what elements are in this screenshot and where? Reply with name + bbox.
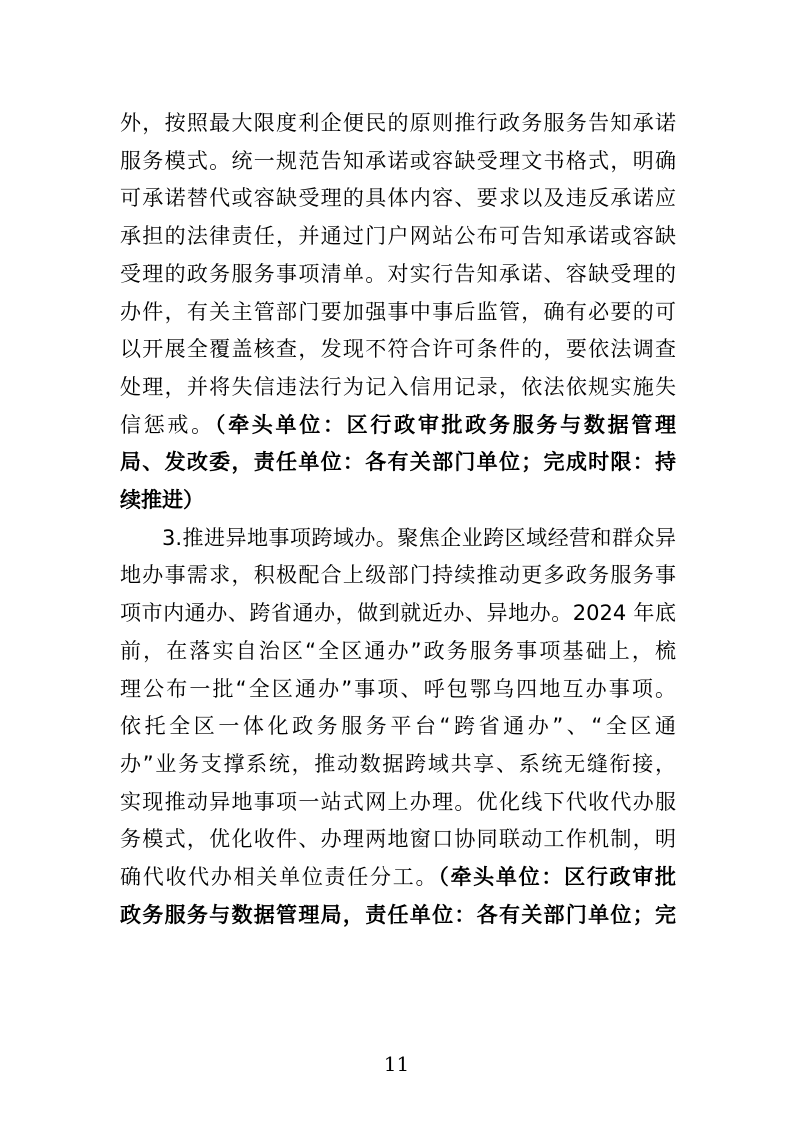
text-span: 受理的政务服务事项清单。对实行告知承诺、容缺受理的	[120, 262, 676, 286]
text-span: 务模式，优化收件、办理两地窗口协同联动工作机制，明	[120, 827, 676, 851]
text-span: 3.推进异地事项跨域办。聚焦企业跨区域经营和群众异	[162, 526, 676, 550]
page-number: 11	[383, 1052, 410, 1076]
text-line	[120, 219, 676, 253]
text-span: 办件，有关主管部门要加强事中事后监管，确有必要的可	[120, 300, 676, 324]
text-line	[120, 747, 676, 781]
text-line	[120, 106, 676, 140]
text-line	[120, 483, 676, 517]
text-line	[120, 822, 676, 856]
bold-text-span: 政务服务与数据管理局，责任单位：各有关部门单位；完	[120, 903, 676, 927]
text-span: 项市内通办、跨省通办，做到就近办、异地办。2024 年底	[120, 601, 676, 625]
text-span: 办”业务支撑系统，推动数据跨域共享、系统无缝衔接，	[120, 752, 676, 776]
bold-text-span: 局、发改委，责任单位：各有关部门单位；完成时限：持	[120, 450, 676, 474]
text-span: 依托全区一体化政务服务平台“跨省通办”、“全区通	[120, 714, 676, 738]
text-span: 前，在落实自治区“全区通办”政务服务事项基础上，梳	[120, 639, 676, 663]
text-span: 以开展全覆盖核查，发现不符合许可条件的，要依法调查	[120, 337, 676, 361]
text-line	[120, 785, 676, 819]
text-span: 服务模式。统一规范告知承诺或容缺受理文书格式，明确	[120, 149, 676, 173]
text-line	[120, 445, 676, 479]
text-line	[120, 370, 676, 404]
text-span: 外，按照最大限度利企便民的原则推行政务服务告知承诺	[120, 111, 676, 135]
text-span: 确代收代办相关单位责任分工。	[120, 865, 439, 889]
text-line	[120, 332, 676, 366]
text-line	[120, 295, 676, 329]
text-line	[120, 596, 676, 630]
text-span: 实现推动异地事项一站式网上办理。优化线下代收代办服	[120, 790, 676, 814]
bold-text-span: （牵头单位：区行政审批	[438, 865, 677, 889]
text-span: 可承诺替代或容缺受理的具体内容、要求以及违反承诺应	[120, 186, 676, 210]
text-span: 承担的法律责任，并通过门户网站公布可告知承诺或容缺	[120, 224, 676, 248]
text-line	[120, 257, 676, 291]
text-span: 信惩戒。	[120, 413, 215, 437]
text-line	[120, 672, 676, 706]
text-line	[120, 144, 676, 178]
text-line	[120, 181, 676, 215]
text-line	[120, 634, 676, 668]
bold-text-span: （牵头单位：区行政审批政务服务与数据管理	[214, 413, 677, 437]
text-line	[120, 408, 676, 442]
text-line	[162, 521, 676, 555]
text-line	[120, 898, 676, 932]
text-span: 理公布一批“全区通办”事项、呼包鄂乌四地互办事项。	[120, 677, 676, 701]
text-span: 地办事需求，积极配合上级部门持续推动更多政务服务事	[120, 563, 676, 587]
bold-text-span: 续推进）	[120, 488, 204, 512]
text-line	[120, 709, 676, 743]
text-line	[120, 558, 676, 592]
text-span: 处理，并将失信违法行为记入信用记录，依法依规实施失	[120, 375, 676, 399]
text-line	[120, 860, 676, 894]
